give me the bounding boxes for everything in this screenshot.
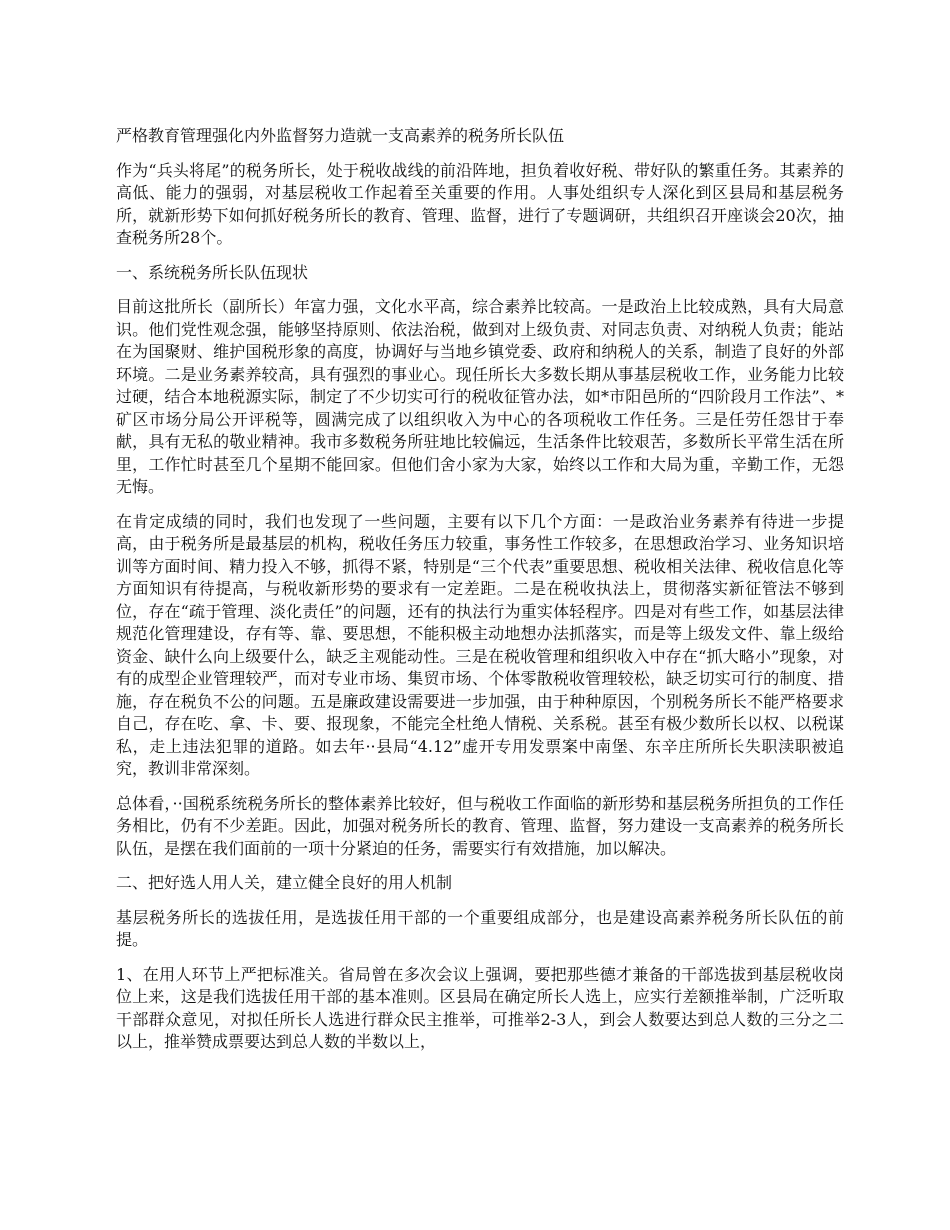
section-heading-1: 一、系统税务所长队伍现状 [116,262,309,282]
paragraph-problems: 在肯定成绩的同时，我们也发现了一些问题，主要有以下几个方面：一是政治业务素养有待进一步提高，由于税务所是最基层的机构，税收任务压力较重，事务性工作较多，在思想政治学习、业务知识培训等方面时间、精力投入不够，抓得不紧，特别是“三个代表”重要思想、税收相关法律、税收信息化等方面知识有待提高，与税收新形势的要求有一定差距。二是在税收执法上，贯彻落实新征管法不够到位，存在“疏于管理、淡化责任”的问题，还有的执法行为重实体轻程序。四是对有些工作，如基层法律规范化管理建设，存有等、靠、要思想，不能积极主动地想办法抓落实，而是等上级发文件、靠上级给资金、缺什么向上级要什么，缺乏主观能动性。三是在税收管理和组织收入中存在“抓大略小”现象，对有的成型企业管理较严，而对专业市场、集贸市场、个体零散税收管理较松，缺乏切实可行的制度、措施，存在税负不公的问题。五是廉政建设需要进一步加强，由于种种原因，个别税务所长不能严格要求自己，存在吃、拿、卡、要、报现象，不能完全杜绝人情税、关系税。甚至有极少数所长以权、以税谋私，走上违法犯罪的道路。如去年··县局“4.12”虚开专用发票案中南堡、东辛庄所所长失职渎职被追究，教训非常深刻。 [116,511,844,778]
paragraph-selection: 基层税务所长的选拔任用，是选拔任用干部的一个重要组成部分，也是建设高素养税务所长队伍的前提。 [116,907,844,949]
document-page [116,125,844,1066]
paragraph-summary: 总体看，··国税系统税务所长的整体素养比较好，但与税收工作面临的新形势和基层税务所担负的工作任务相比，仍有不少差距。因此，加强对税务所长的教育、管理、监督，努力建设一支高素养的税务所长队伍，是摆在我们面前的一项十分紧迫的任务，需要实行有效措施，加以解决。 [116,793,844,858]
paragraph-standards: 1、在用人环节上严把标准关。省局曾在多次会议上强调，要把那些德才兼备的干部选拔到基层税收岗位上来，这是我们选拔任用干部的基本准则。区县局在确定所长人选上，应实行差额推举制，广泛听取干部群众意见，对拟任所长人选进行群众民主推举，可推举2-3人，到会人数要达到总人数的三分之二以上，推举赞成票要达到总人数的半数以上， [116,964,844,1051]
section-heading-2: 二、把好选人用人关，建立健全良好的用人机制 [116,873,453,892]
paragraph-intro: 作为“兵头将尾”的税务所长，处于税收战线的前沿阵地，担负着收好税、带好队的繁重任务。其素养的高低、能力的强弱，对基层税收工作起着至关重要的作用。人事处组织专人深化到区县局和基层税务所，就新形势下如何抓好税务所长的教育、管理、监督，进行了专题调研，共组织召开座谈会20次，抽查税务所28个。 [116,160,844,247]
document-title: 严格教育管理强化内外监督努力造就一支高素养的税务所长队伍 [116,126,565,145]
paragraph-status: 目前这批所长（副所长）年富力强，文化水平高，综合素养比较高。一是政治上比较成熟，具有大局意识。他们党性观念强，能够坚持原则、依法治税，做到对上级负责、对同志负责、对纳税人负责；能站在为国聚财、维护国税形象的高度，协调好与当地乡镇党委、政府和纳税人的关系，制造了良好的外部环境。二是业务素养较高，具有强烈的事业心。现任所长大多数长期从事基层税收工作，业务能力比较过硬，结合本地税源实际，制定了不少切实可行的税收征管办法，如*市阳邑所的“四阶段月工作法”、*矿区市场分局公开评税等，圆满完成了以组织收入为中心的各项税收工作任务。三是任劳任怨甘于奉献，具有无私的敬业精神。我市多数税务所驻地比较偏远，生活条件比较艰苦，多数所长平常生活在所里，工作忙时甚至几个星期不能回家。但他们舍小家为大家，始终以工作和大局为重，辛勤工作，无怨无悔。 [116,297,844,496]
